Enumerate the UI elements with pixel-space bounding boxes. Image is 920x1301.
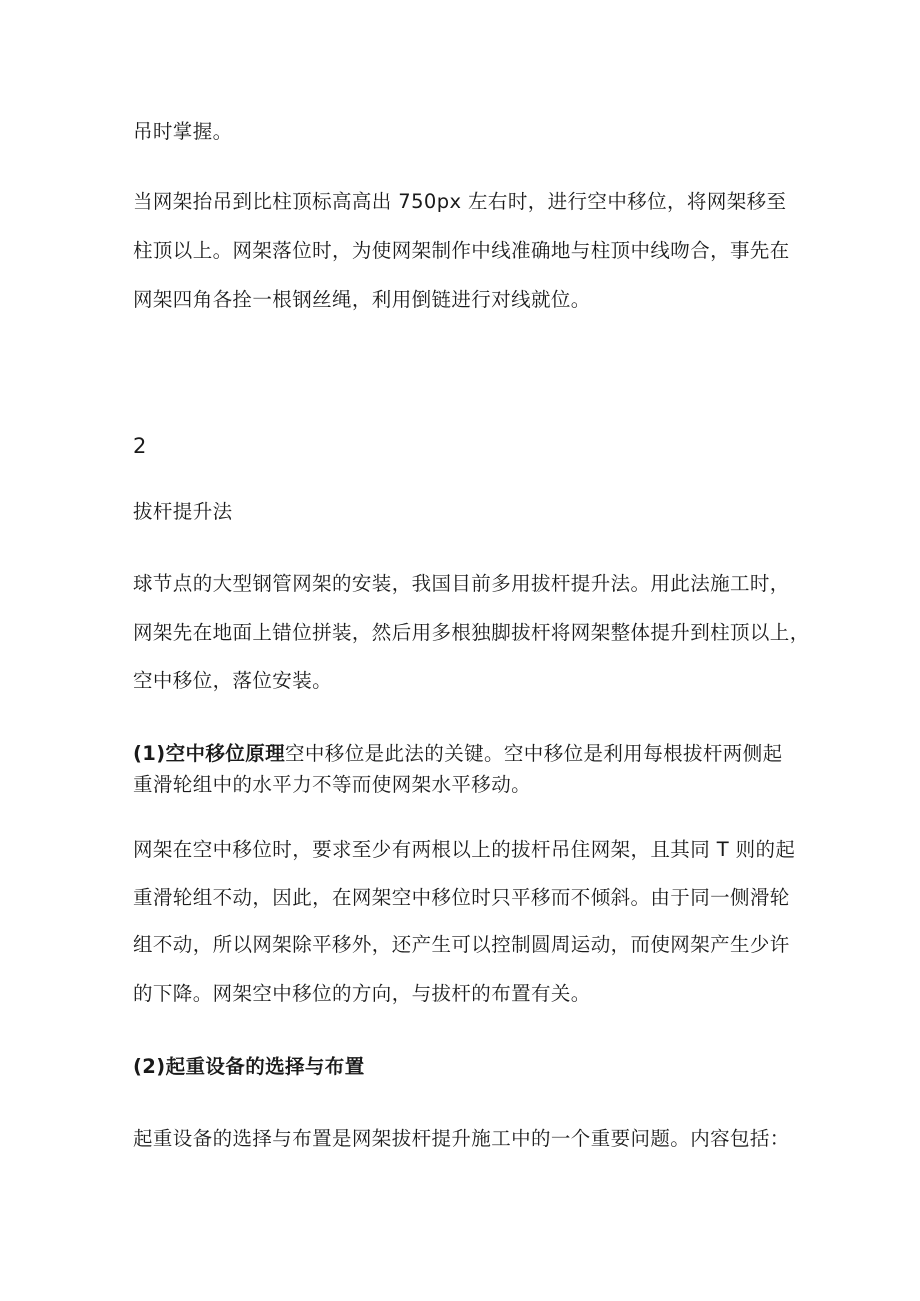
section-title: 拔杆提升法 [133,500,233,523]
paragraph-line: 柱顶以上。网架落位时，为使网架制作中线准确地与柱顶中线吻合，事先在 [133,239,790,262]
paragraph-line: 球节点的大型钢管网架的安装，我国目前多用拔杆提升法。用此法施工时， [133,572,790,595]
paragraph-line: 网架在空中移位时，要求至少有两根以上的拔杆吊住网架，且其同 T 则的起 [133,838,796,861]
paragraph-line: 的下降。网架空中移位的方向，与拔杆的布置有关。 [133,982,591,1005]
paragraph-text: 空中移位是此法的关键。空中移位是利用每根拔杆两侧起 [285,742,783,765]
paragraph-line: 重滑轮组中的水平力不等而使网架水平移动。 [133,773,532,796]
paragraph-line: 吊时掌握。 [133,120,233,143]
paragraph-line: 网架先在地面上错位拼装，然后用多根独脚拔杆将网架整体提升到柱顶以上， [133,621,810,644]
paragraph-line: 起重设备的选择与布置是网架拔杆提升施工中的一个重要问题。内容包括： [133,1127,790,1150]
paragraph-line: 空中移位，落位安装。 [133,669,333,692]
paragraph-line: 组不动，所以网架除平移外，还产生可以控制圆周运动，而使网架产生少许 [133,933,790,956]
paragraph-line: 网架四角各拴一根钢丝绳，利用倒链进行对线就位。 [133,288,591,311]
paragraph-line [133,740,783,768]
paragraph-line: 当网架抬吊到比柱顶标高高出 750px 左右时，进行空中移位，将网架移至 [133,190,787,213]
section-number: 2 [133,434,147,458]
subheading: (2)起重设备的选择与布置 [133,1055,365,1078]
paragraph-line: 重滑轮组不动，因此，在网架空中移位时只平移而不倾斜。由于同一侧滑轮 [133,886,790,909]
subheading-inline: (1)空中移位原理 [133,742,285,765]
